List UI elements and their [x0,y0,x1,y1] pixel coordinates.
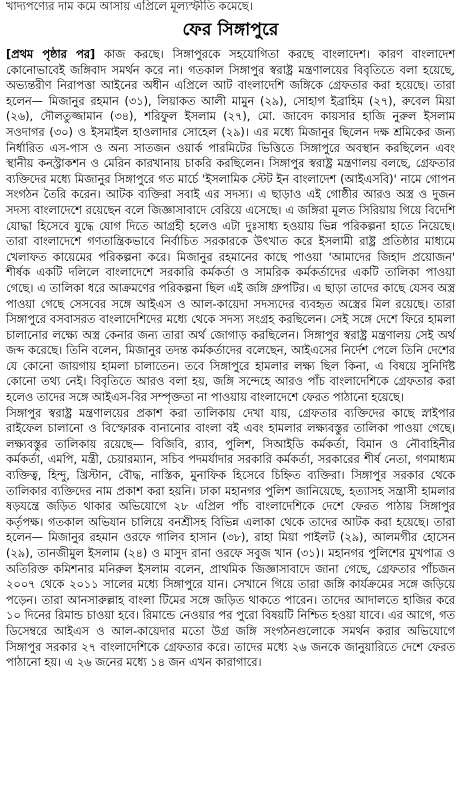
continuation-reference: [প্রথম পৃষ্ঠার পর] [6,48,96,61]
paragraph-text: সিঙ্গাপুর স্বরাষ্ট্র মন্ত্রণালয়ের প্রকাশ করা তালিকায় দেখা যায়, গ্রেফতার ব্যক্তিদের কাছে স্নাইপার রাইফেল চালানো ও বিস্ফোরক বানানোর বাংলা বই এবং হামলার লক্ষ্যবস্তুর তালিকা পাওয়া গেছে। লক্ষ্যবস্তুর তালিকায় রয়েছে— বিজিবি, র‍্যাব, পুলিশ, সিআইডি কর্মকর্তা, বিমান ও নৌবাহিনীর কর্মকর্তা, এমপি, মন্ত্রী, চেয়ারম্যান, সচিব পদমর্যাদার সরকারি কর্মকর্তা, সরকারের শীর্ষ নেতা, গণমাধ্যম ব্যক্তিত্ব, হিন্দু, খ্রিস্টান, বৌদ্ধ, নাস্তিক, মুনাফিক হিসেবে চিহ্নিত ব্যক্তিরা। সিঙ্গাপুর সরকার থেকে তালিকার ব্যক্তিদের নাম প্রকাশ করা হয়নি। ঢাকা মহানগর পুলিশ জানিয়েছে, হত্যাসহ সন্ত্রাসী হামলার ষড়যন্ত্রে জড়িত থাকার অভিযোগে ২৮ এপ্রিল পাঁচ বাংলাদেশিকে দেশে ফেরত পাঠায় সিঙ্গাপুর কর্তৃপক্ষ। গতকাল অভিযান চালিয়ে বনশ্রীসহ বিভিন্ন এলাকা থেকে তাদের আটক করা হয়েছে। তারা হলেন— মিজানুর রহমান ওরফে গালিব হাসান (৩৮), রাহা মিয়া পাইলট (২৯), আলমগীর হোসেন (২৯), তানজীমুল ইসলাম (২৪) ও মাসুদ রানা ওরফে সবুজ খান (৩১)। মহানগর পুলিশের মুখপাত্র ও অতিরিক্ত কমিশনার মনিরুল ইসলাম বলেন, প্রাথমিক জিজ্ঞাসাবাদে জানা গেছে, গ্রেফতার পাঁচজন ২০০৭ থেকে ২০১১ সালের মধ্যে সিঙ্গাপুরে যান। সেখানে গিয়ে তারা জঙ্গি কার্যক্রমের সঙ্গে জড়িয়ে পড়েন। তারা আনসারুল্লাহ বাংলা টিমের সঙ্গে জড়িত থাকতে পারেন। তাদের আদালতে হাজির করে ১০ দিনের রিমান্ড চাওয়া হবে। রিমান্ডে নেওয়ার পর পুরো বিষয়টি নিশ্চিত হওয়া যাবে। এর আগে, গত ডিসেম্বরে আইএস ও আল-কায়েদার মতো উগ্র জঙ্গি সংগঠনগুলোকে সমর্থন করার অভিযোগে সিঙ্গাপুর সরকার ২৭ বাংলাদেশিকে গ্রেফতার করে। তাদের মধ্যে ২৬ জনকে জানুয়ারিতে দেশে ফেরত পাঠানো হয়। এ ২৬ জনের মধ্যে ১৪ জন এখন কারাগারে। [6,406,455,670]
previous-article-tail: খাদ্যপণ্যের দাম কমে আসায় এপ্রিলে মূল্যস্ফীতি কমেছে। [6,0,253,13]
article-paragraph [6,47,455,406]
paragraph-text: কাজ করছে। সিঙ্গাপুরকে সহযোগিতা করছে বাংলাদেশ। কারণ বাংলাদেশ কোনোভাবেই জঙ্গিবাদ সমর্থন করে না। গতকাল সিঙ্গাপুর স্বরাষ্ট্র মন্ত্রণালয়ের বিবৃতিতে বলা হয়েছে, অভ্যন্তরীণ নিরাপত্তা আইনের অধীন এপ্রিলে আট বাংলাদেশি জঙ্গিকে গ্রেফতার করা হয়েছে। তারা হলেন— মিজানুর রহমান (৩১), লিয়াকত আলী মামুন (২৯), সোহাগ ইব্রাহিম (২৭), রুবেল মিয়া (২৬), দৌলতুজ্জামান (৩৪), শরিফুল ইসলাম (২৭), মো. জাবেদ কায়সার হাজি নুরুল ইসলাম সওদাগর (৩০) ও ইসমাইল হাওলাদার সোহেল (২৯)। এর মধ্যে মিজানুর ছিলেন দক্ষ শ্রমিকের জন্য নির্ধারিত এস-পাস ও অন্য সাতজন ওয়ার্ক পারমিটের ভিত্তিতে সিঙ্গাপুরে অবস্থান করছিলেন এবং স্থানীয় কনস্ট্রাকশন ও মেরিন কারখানায় চাকরি করছিলেন। সিঙ্গাপুর স্বরাষ্ট্র মন্ত্রণালয় বলছে, গ্রেফতার ব্যক্তিদের মধ্যে মিজানুর সিঙ্গাপুরে গত মার্চে 'ইসলামিক স্টেট ইন বাংলাদেশ (আইএসবি)' নামে গোপন সংগঠন তৈরি করেন। আটক ব্যক্তিরা সবাই এর সদস্য। এ ছাড়াও এই গোষ্ঠীর আরও অস্ত্র ও দুজন সদস্য বাংলাদেশে রয়েছেন বলে জিজ্ঞাসাবাদে বেরিয়ে এসেছে। এ জঙ্গিরা মূলত সিরিয়ায় গিয়ে বিদেশি যোদ্ধা হিসেবে যুদ্ধে যোগ দিতে আগ্রহী হলেও এটা দুঃসাধ্য হওয়ায় ভিন্ন পরিকল্পনা হাতে নিয়েছে। তারা বাংলাদেশে গণতান্ত্রিকভাবে নির্বাচিত সরকারকে উৎখাত করে ইসলামী রাষ্ট্র প্রতিষ্ঠার মাধ্যমে খেলাফত কায়েমের পরিকল্পনা করে। মিজানুর রহমানের কাছে পাওয়া 'আমাদের জিহাদ প্রয়োজন' শীর্ষক একটি দলিলে বাংলাদেশে সরকারি কর্মকর্তা ও সামরিক কর্মকর্তাদের একটি তালিকা পাওয়া গেছে। এ তালিকা ধরে আক্রমণের পরিকল্পনা ছিল এই জঙ্গি গ্রুপটির। এ ছাড়া তাদের কাছে যেসব অস্ত্র পাওয়া গেছে সেসবের সঙ্গে আইএস ও আল-কায়েদা সদস্যদের ব্যবহৃত অস্ত্রের মিল রয়েছে। তারা সিঙ্গাপুরে বসবাসরত বাংলাদেশিদের মধ্যে থেকে সদস্য সংগ্রহ করছিলেন। সেই সঙ্গে দেশে ফিরে হামলা চালানোর লক্ষ্যে অস্ত্র কেনার জন্য তারা অর্থ জোগাড় করছিলেন। সিঙ্গাপুর স্বরাষ্ট্র মন্ত্রণালয় সেই অর্থ জব্দ করেছে। তিনি বলেন, মিজানুর তদন্ত কর্মকর্তাদের বলেছেন, আইএসের নির্দেশ পেলে তিনি দেশের যে কোনো জায়গায় হামলা চালাতেন। তবে সিঙ্গাপুরে হামলার লক্ষ্য ছিল কিনা, এ বিষয়ে সুনির্দিষ্ট কোনো তথ্য নেই। বিবৃতিতে আরও বলা হয়, জঙ্গি সন্দেহে আরও পাঁচ বাংলাদেশিকে গ্রেফতার করা হলেও তাদের সঙ্গে আইএস-বির সম্পৃক্ততা না পাওয়ায় বাংলাদেশে ফেরত পাঠানো হয়েছে। [6,48,456,405]
article-paragraph [6,406,455,671]
article-body [6,47,455,671]
article-headline: ফের সিঙ্গাপুরে [182,20,279,40]
